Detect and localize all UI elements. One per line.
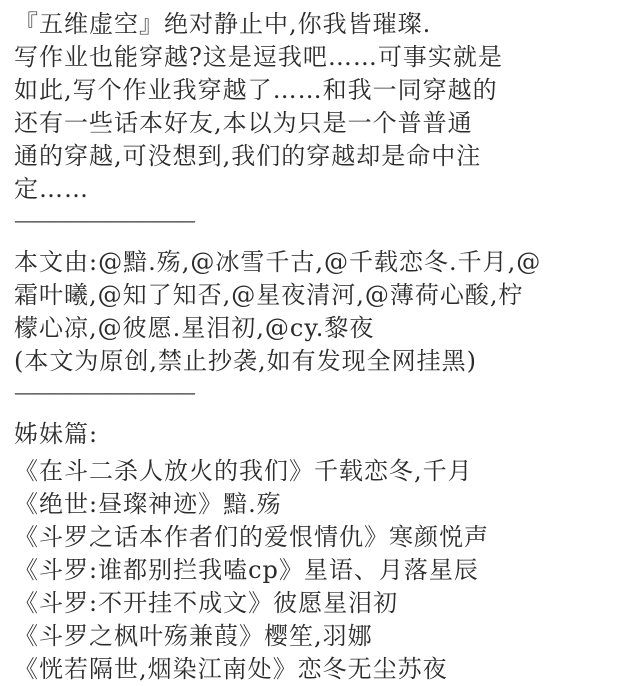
spacer xyxy=(14,406,634,418)
sister-work-item: 《在斗二杀人放火的我们》千载恋冬,千月 xyxy=(14,457,473,485)
sister-work-item: 《斗罗之话本作者们的爱恨情仇》寒颜悦声 xyxy=(14,523,489,551)
sister-work-item: 《斗罗:不开挂不成文》彼愿星泪初 xyxy=(14,589,399,617)
document-page xyxy=(14,8,634,686)
divider-line: —————————— xyxy=(14,380,194,404)
intro-line: 写作业也能穿越?这是逗我吧……可事实就是 xyxy=(14,43,503,71)
intro-line: 还有一些话本好友,本以为只是一个普普通 xyxy=(14,109,473,137)
divider-line: —————————— xyxy=(14,208,194,232)
sister-work-item: 《恍若隔世,烟染江南处》恋冬无尘苏夜 xyxy=(14,655,448,683)
sisters-heading: 姊妹篇: xyxy=(14,420,99,448)
credits-section xyxy=(14,246,634,378)
credits-line: 檬心凉,@彼愿.星泪初,@cy.黎夜 xyxy=(14,314,375,342)
sister-work-item: 《斗罗:谁都别拦我嗑cp》星语、月落星辰 xyxy=(14,556,479,584)
credits-line: 霜叶曦,@知了知否,@星夜清河,@薄荷心酸,柠 xyxy=(14,281,524,309)
copyright-notice: (本文为原创,禁止抄袭,如有发现全网挂黑) xyxy=(14,347,477,375)
intro-section xyxy=(14,8,634,206)
intro-line: 定…… xyxy=(14,175,89,203)
sisters-section xyxy=(14,418,634,686)
intro-line: 通的穿越,可没想到,我们的穿越却是命中注 xyxy=(14,142,482,170)
credits-line: 本文由:@黯.殇,@冰雪千古,@千载恋冬.千月,@ xyxy=(14,248,542,276)
spacer xyxy=(14,234,634,246)
intro-line: 『五维虚空』绝对静止中,你我皆璀璨. xyxy=(14,10,432,38)
intro-line: 如此,写个作业我穿越了……和我一同穿越的 xyxy=(14,76,498,104)
sister-work-item: 《绝世:昼璨神迹》黯.殇 xyxy=(14,490,282,518)
sister-work-item: 《斗罗之枫叶殇兼葭》樱笙,羽娜 xyxy=(14,622,373,650)
